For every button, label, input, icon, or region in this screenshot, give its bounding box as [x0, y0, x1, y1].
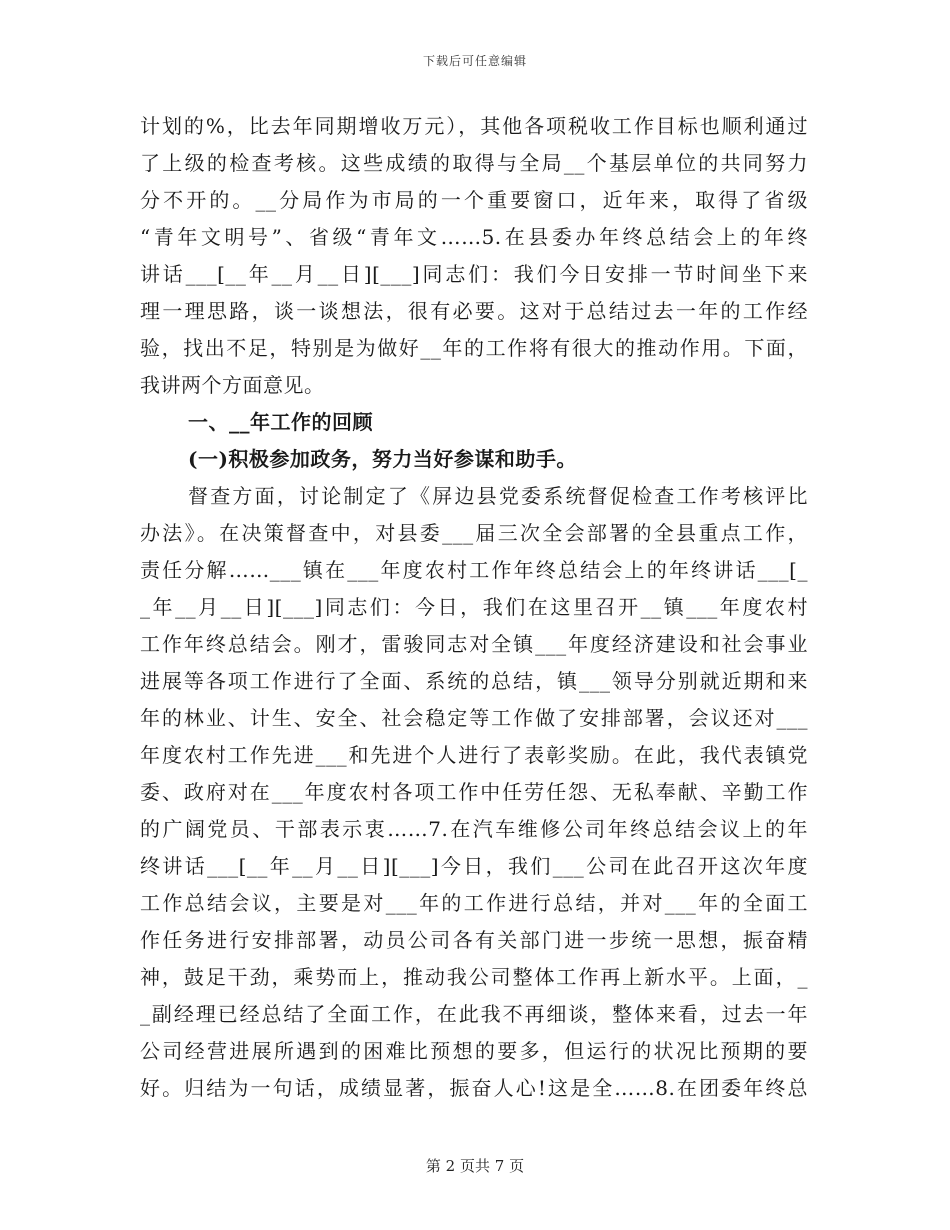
text-line: 我讲两个方面意见。 [140, 373, 325, 397]
text-line: “青年文明号”、省级“青年文……5.在县委办年终总结会上的年终 [140, 225, 808, 249]
text-line: 委、政府对在___年度农村各项工作中任劳任怨、无私奉献、辛勤工作 [140, 780, 808, 804]
text-line: _年__月__日][___]同志们：今日，我们在这里召开__镇___年度农村 [140, 595, 808, 619]
text-line: 作任务进行安排部署，动员公司各有关部门进一步统一思想，振奋精 [140, 928, 808, 952]
text-line: 分不开的。__分局作为市局的一个重要窗口，近年来，取得了省级 [140, 188, 808, 212]
page-footer: 第 2 页共 7 页 [425, 1157, 525, 1175]
text-line: 理一理思路，谈一谈想法，很有必要。这对于总结过去一年的工作经 [140, 299, 808, 323]
text-line: 公司经营进展所遇到的困难比预想的要多，但运行的状况比预期的要 [140, 1039, 808, 1063]
text-line: 了上级的检查考核。这些成绩的取得与全局__个基层单位的共同努力 [140, 151, 808, 175]
text-line: 工作总结会议，主要是对___年的工作进行总结，并对___年的全面工 [140, 891, 808, 915]
text-line: 好。归结为一句话，成绩显著，振奋人心!这是全……8.在团委年终总 [140, 1076, 808, 1100]
text-line: 年的林业、计生、安全、社会稳定等工作做了安排部署，会议还对___ [140, 706, 808, 730]
text-line: 神，鼓足干劲，乘势而上，推动我公司整体工作再上新水平。上面，_ [140, 965, 808, 989]
text-line: 的广阔党员、干部表示衷……7.在汽车维修公司年终总结会议上的年 [140, 817, 808, 841]
paragraph-body [140, 478, 808, 1107]
text-line: 工作年终总结会。刚才，雷骏同志对全镇___年度经济建设和社会事业 [140, 632, 808, 656]
section-heading: 一、__年工作的回顾 [188, 410, 373, 434]
text-line: 讲话___[__年__月__日][___]同志们：我们今日安排一节时间坐下来 [140, 262, 808, 286]
document-body [140, 108, 808, 1107]
text-line: 验，找出不足，特别是为做好__年的工作将有很大的推动作用。下面， [140, 336, 808, 360]
text-line: 督查方面，讨论制定了《屏边县党委系统督促检查工作考核评比 [188, 484, 808, 508]
text-line: 年度农村工作先进___和先进个人进行了表彰奖励。在此，我代表镇党 [140, 743, 808, 767]
paragraph-intro [140, 108, 808, 404]
page-header: 下载后可任意编辑 [422, 54, 527, 68]
text-line: 终讲话___[__年__月__日][___]今日，我们___公司在此召开这次年度 [140, 854, 808, 878]
text-line: 进展等各项工作进行了全面、系统的总结，镇___领导分别就近期和来 [140, 669, 808, 693]
text-line: 责任分解……___镇在___年度农村工作年终总结会上的年终讲话___[_ [140, 558, 808, 582]
text-line: 办法》。在决策督查中，对县委___届三次全会部署的全县重点工作， [140, 521, 808, 545]
subsection-heading: (一)积极参加政务，努力当好参谋和助手。 [188, 447, 577, 471]
text-line: _副经理已经总结了全面工作，在此我不再细谈，整体来看，过去一年 [140, 1002, 808, 1026]
text-line: 计划的%，比去年同期增收万元），其他各项税收工作目标也顺利通过 [140, 114, 808, 138]
